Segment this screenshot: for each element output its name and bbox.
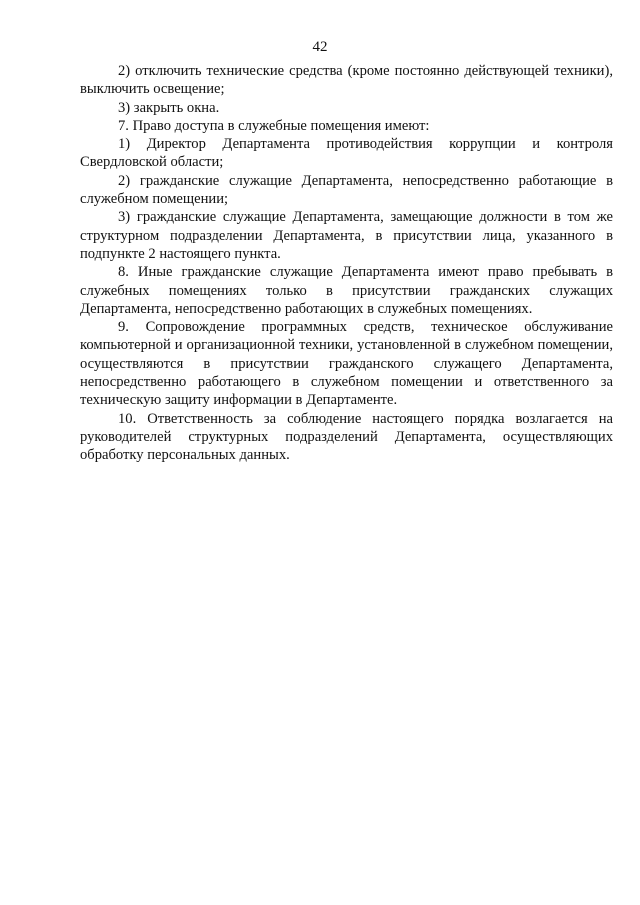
paragraph-section-7-access-right: 7. Право доступа в служебные помещения имеют: <box>118 117 430 134</box>
paragraph-item-2-disable-equipment: 2) отключить технические средства (кроме постоянно действующей техники), выключить освещение; <box>80 63 613 98</box>
document-body <box>80 62 613 465</box>
paragraph-section-7-item-2: 2) гражданские служащие Департамента, непосредственно работающие в служебном помещении; <box>80 172 613 208</box>
page-number: 42 <box>312 39 328 55</box>
paragraph-section-7-item-3: 3) гражданские служащие Департамента, замещающие должности в том же структурном подразделении Департамента, в присутствии лица, указанного в подпункте 2 настоящего пункта. <box>80 209 613 262</box>
paragraph-item-3-close-windows: 3) закрыть окна. <box>118 99 220 116</box>
paragraph-section-10: 10. Ответственность за соблюдение настоящего порядка возлагается на руководителей структурных подразделений Департамента, осуществляющих обработку персональных данных. <box>80 410 613 464</box>
paragraph-section-7-item-1: 1) Директор Департамента противодействия коррупции и контроля Свердловской области; <box>80 136 613 171</box>
paragraph-section-8: 8. Иные гражданские служащие Департамента имеют право пребывать в служебных помещениях только в присутствии гражданских служащих Департамента, непосредственно работающих в служебных помещениях. <box>80 264 613 317</box>
paragraph-section-9: 9. Сопровождение программных средств, техническое обслуживание компьютерной и организационной техники, установленной в служебном помещении, осуществляются в присутствии гражданского служащего Департамента, непосредственно работающего в служебном помещении и ответственного за техническую защиту информации в Департаменте. <box>80 319 613 409</box>
